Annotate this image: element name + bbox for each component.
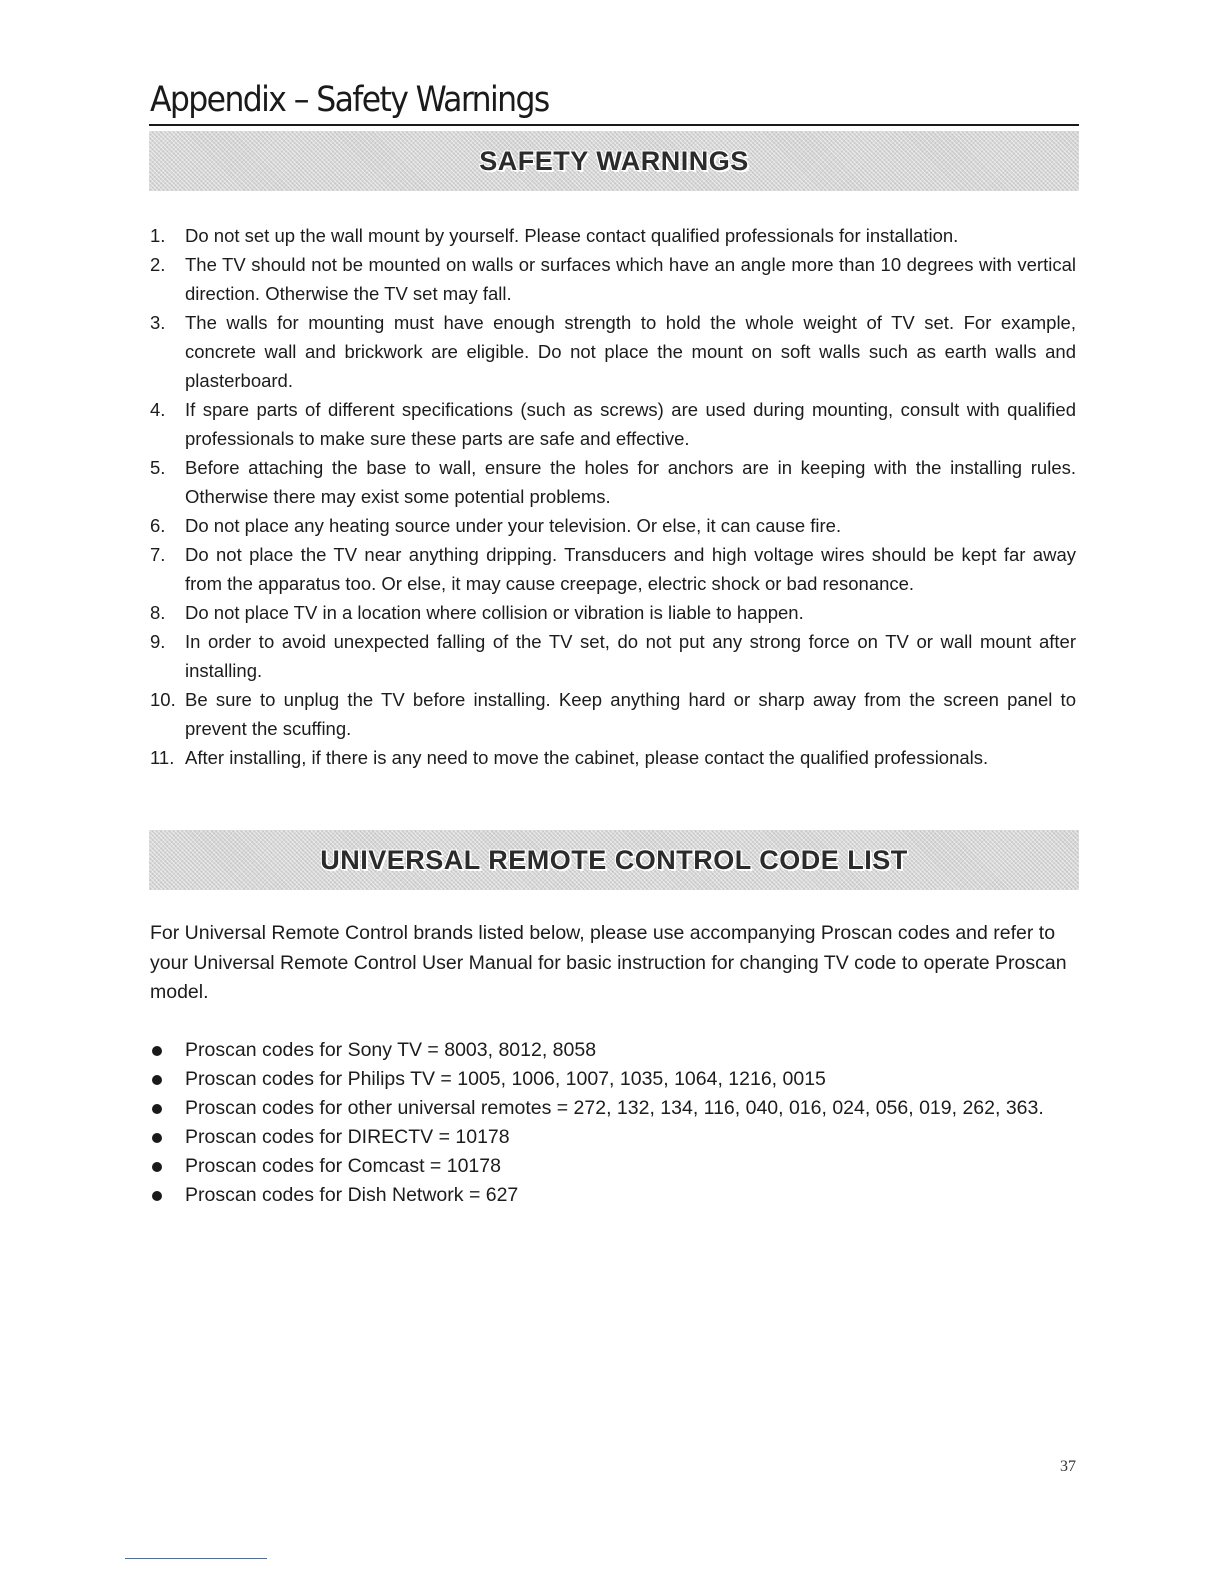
page-number: 37 [1060,1458,1076,1475]
bullet-icon [152,1162,162,1172]
safety-warnings-banner [149,131,1079,191]
title-underline [149,124,1079,126]
warning-number: 6. [150,515,166,536]
warning-item [150,250,1076,308]
code-text: Proscan codes for other universal remotes = 272, 132, 134, 116, 040, 016, 024, 056, 019, 262, 363. [185,1097,1044,1119]
code-list-item [150,1181,1076,1210]
warning-text: The TV should not be mounted on walls or surfaces which have an angle more than 10 degrees with vertical direction. Otherwise the TV set may fall. [185,254,1076,304]
remote-code-list-banner [149,830,1079,890]
warning-text: The walls for mounting must have enough strength to hold the whole weight of TV set. For example, concrete wall and brickwork are eligible. Do not place the mount on soft walls such as earth walls and plasterboard. [185,312,1076,391]
warning-item [150,221,1076,250]
warning-number: 4. [150,399,166,420]
warning-text: Do not place any heating source under your television. Or else, it can cause fire. [185,515,842,536]
warning-text: Do not set up the wall mount by yourself. Please contact qualified professionals for installation. [185,225,959,246]
code-list-item [150,1123,1076,1152]
code-text: Proscan codes for DIRECTV = 10178 [185,1126,510,1148]
warning-text: In order to avoid unexpected falling of the TV set, do not put any strong force on TV or wall mount after installing. [185,631,1076,681]
warning-text: If spare parts of different specifications (such as screws) are used during mounting, consult with qualified professionals to make sure these parts are safe and effective. [185,399,1076,449]
warning-number: 9. [150,631,166,652]
code-list-item [150,1036,1076,1065]
code-text: Proscan codes for Comcast = 10178 [185,1155,501,1177]
code-text: Proscan codes for Philips TV = 1005, 1006, 1007, 1035, 1064, 1216, 0015 [185,1068,826,1090]
page-title: Appendix – Safety Warnings [150,80,549,120]
remote-codes-list [150,1036,1076,1210]
warning-item [150,395,1076,453]
safety-warnings-heading: SAFETY WARNINGS [479,145,749,176]
warning-number: 11. [150,747,175,768]
warning-number: 1. [150,225,166,246]
code-text: Proscan codes for Sony TV = 8003, 8012, 8058 [185,1039,597,1061]
warning-item [150,685,1076,743]
warning-text: Do not place TV in a location where collision or vibration is liable to happen. [185,602,804,623]
remote-intro-paragraph: For Universal Remote Control brands listed below, please use accompanying Proscan codes and refer to your Universal Remote Control User Manual for basic instruction for changing TV code to operate Proscan model. [150,922,1067,1003]
bullet-icon [152,1075,162,1085]
warning-item [150,598,1076,627]
warning-item [150,511,1076,540]
remote-code-list-heading: UNIVERSAL REMOTE CONTROL CODE LIST [320,844,908,875]
warning-text: After installing, if there is any need to move the cabinet, please contact the qualified professionals. [185,747,989,768]
bullet-icon [152,1133,162,1143]
warning-number: 5. [150,457,166,478]
warning-number: 8. [150,602,166,623]
warning-number: 3. [150,312,166,333]
warning-text: Do not place the TV near anything dripping. Transducers and high voltage wires should be kept far away from the apparatus too. Or else, it may cause creepage, electric shock or bad resonance. [185,544,1076,594]
warning-item [150,308,1076,395]
warning-item [150,743,1076,772]
code-text: Proscan codes for Dish Network = 627 [185,1184,519,1206]
warning-item [150,540,1076,598]
warning-item [150,627,1076,685]
code-list-item [150,1065,1076,1094]
bullet-icon [152,1191,162,1201]
warning-number: 7. [150,544,166,565]
code-list-item [150,1152,1076,1181]
bullet-icon [152,1104,162,1114]
bullet-icon [152,1046,162,1056]
footer-rule [125,1558,267,1559]
warning-number: 10. [150,689,176,710]
warning-number: 2. [150,254,166,275]
safety-warnings-list [150,221,1076,772]
warning-item [150,453,1076,511]
code-list-item [150,1094,1076,1123]
warning-text: Before attaching the base to wall, ensure the holes for anchors are in keeping with the installing rules. Otherwise there may exist some potential problems. [185,457,1076,507]
warning-text: Be sure to unplug the TV before installing. Keep anything hard or sharp away from the screen panel to prevent the scuffing. [185,689,1076,739]
